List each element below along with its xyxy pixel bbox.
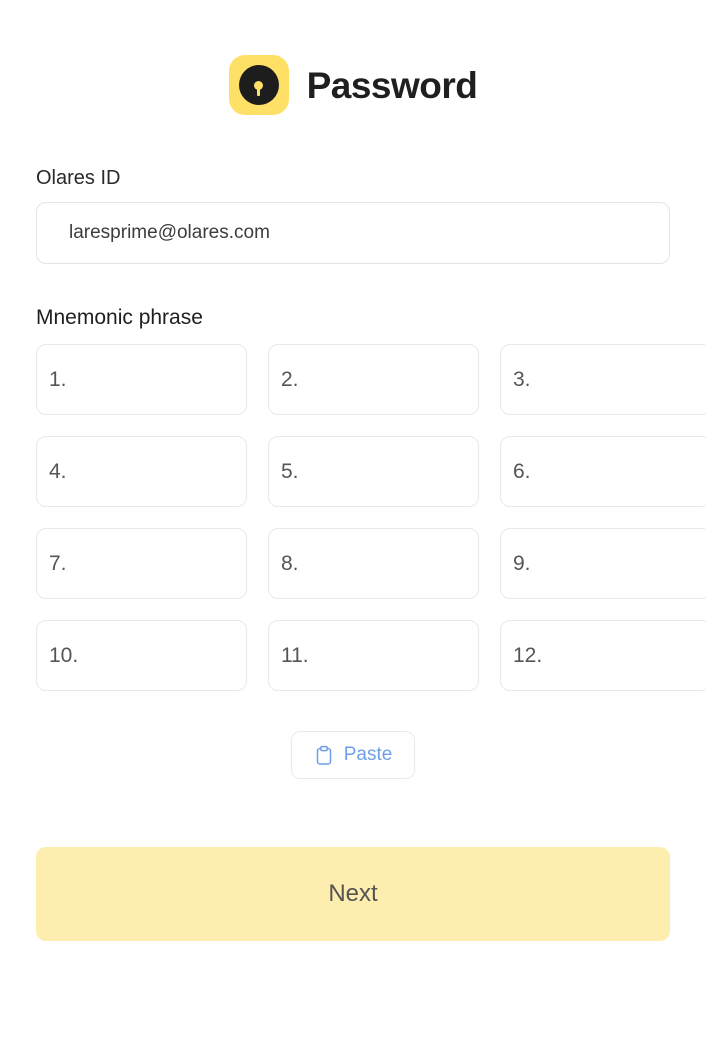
- mnemonic-index-4: 4.: [49, 459, 67, 483]
- mnemonic-word-5[interactable]: [268, 436, 479, 507]
- mnemonic-index-10: 10.: [49, 643, 79, 667]
- mnemonic-grid: [36, 344, 670, 691]
- next-row: [36, 847, 670, 941]
- mnemonic-index-9: 9.: [513, 551, 531, 575]
- paste-row: [36, 731, 670, 779]
- mnemonic-word-4[interactable]: [36, 436, 247, 507]
- mnemonic-index-8: 8.: [281, 551, 299, 575]
- mnemonic-word-2[interactable]: [268, 344, 479, 415]
- mnemonic-index-5: 5.: [281, 459, 299, 483]
- lock-icon-keyhole: [254, 81, 263, 90]
- mnemonic-word-10[interactable]: [36, 620, 247, 691]
- mnemonic-index-6: 6.: [513, 459, 531, 483]
- olares-id-input[interactable]: [36, 202, 670, 264]
- paste-button-label: Paste: [343, 744, 393, 765]
- lock-icon-circle: [239, 65, 279, 105]
- mnemonic-word-7[interactable]: [36, 528, 247, 599]
- mnemonic-index-3: 3.: [513, 367, 531, 391]
- mnemonic-index-1: 1.: [49, 367, 67, 391]
- mnemonic-word-9[interactable]: [500, 528, 706, 599]
- credentials-form: [36, 167, 670, 779]
- mnemonic-index-2: 2.: [281, 367, 299, 391]
- next-button[interactable]: Next: [36, 847, 670, 941]
- mnemonic-phrase-label: Mnemonic phrase: [36, 306, 203, 329]
- olares-id-label: Olares ID: [36, 167, 121, 189]
- mnemonic-word-3[interactable]: [500, 344, 706, 415]
- mnemonic-word-11[interactable]: [268, 620, 479, 691]
- paste-button[interactable]: [291, 731, 416, 779]
- mnemonic-word-1[interactable]: [36, 344, 247, 415]
- app-header: [229, 55, 478, 115]
- mnemonic-index-12: 12.: [513, 643, 543, 667]
- mnemonic-index-7: 7.: [49, 551, 67, 575]
- mnemonic-word-8[interactable]: [268, 528, 479, 599]
- mnemonic-word-6[interactable]: [500, 436, 706, 507]
- clipboard-icon: [314, 745, 334, 766]
- mnemonic-word-12[interactable]: [500, 620, 706, 691]
- lock-icon: [229, 55, 289, 115]
- page-title: Password: [306, 64, 478, 106]
- mnemonic-index-11: 11.: [281, 643, 309, 667]
